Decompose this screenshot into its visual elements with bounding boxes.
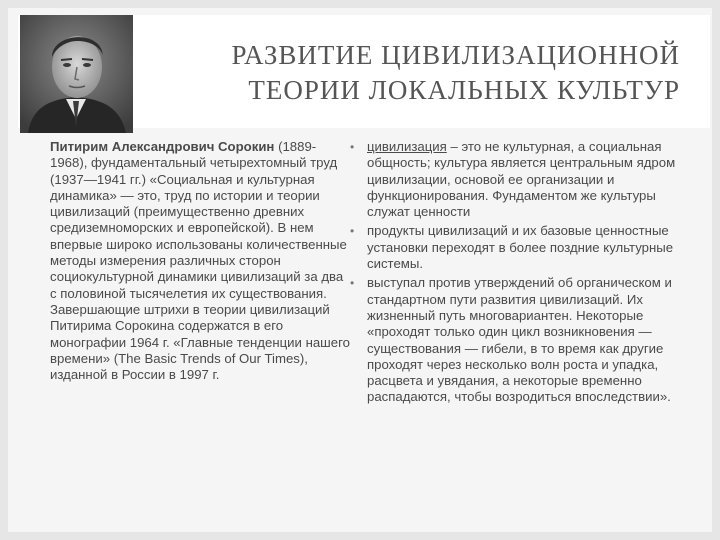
- title-line-2: ТЕОРИИ ЛОКАЛЬНЫХ КУЛЬТУР: [248, 75, 680, 105]
- bullet-icon: •: [350, 140, 355, 154]
- bullet-icon: •: [350, 224, 355, 239]
- biography-text: [50, 139, 350, 383]
- page-title: [150, 38, 680, 108]
- author-name: Питирим Александрович Сорокин: [50, 139, 275, 154]
- bullet-item-paths: [350, 275, 690, 405]
- bullet-text-3: выступал против утверждений об органическом и стандартном пути развития цивилизаций. Их жизненный путь многовариантен. Некоторые «проходят только один цикл возникновения — существования — гибели, в то время как другие проходят через несколько волн роста и упадка, расцвета и увядания, а некоторые временно распадаются, чтобы возродиться впоследствии».: [367, 275, 672, 405]
- bullet-text-2: продукты цивилизаций и их базовые ценностные установки переходят в более поздние культурные системы.: [367, 223, 674, 272]
- biography-body: (1889-1968), фундаментальный четырехтомный труд (1937—1941 гг.) «Социальная и культурная динамика» — это, труд по истории и теории цивилизаций (преимущественно древних средиземноморских и европейской). В нем впервые широко использованы количественные методы измерения различных сторон социокультурной динамики цивилизаций за два с половиной тысячелетия их существования. Завершающие штрихи в теории цивилизаций Питирима Сорокина содержатся в его монографии 1964 г. «Главные тенденции нашего времени» (The Basic Trends of Our Times), изданной в России в 1997 г.: [50, 139, 350, 383]
- bullet-text-1: – это не культурная, а социальная общность; культура является центральным ядром цивилизации, основой ее организации и функционирования. Фундаментом же культуры служат ценности: [367, 139, 676, 220]
- title-line-1: РАЗВИТИЕ ЦИВИЛИЗАЦИОННОЙ: [231, 40, 680, 70]
- bullet-list: [350, 139, 690, 409]
- portrait-photo: [20, 15, 133, 133]
- bullet-icon: •: [350, 276, 355, 291]
- bullet-item-civilization: [350, 139, 690, 220]
- term-civilization: цивилизация: [367, 139, 447, 154]
- bullet-item-products: [350, 223, 690, 272]
